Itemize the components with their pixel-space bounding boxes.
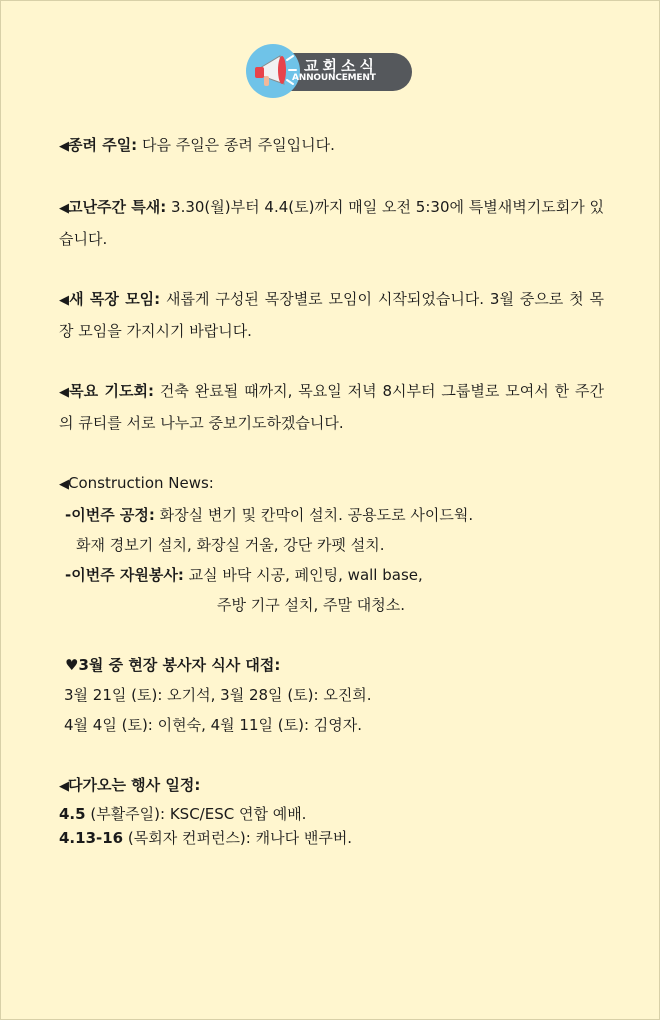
item-text: 건축 완료될 때까지, 목요일 저녁 8시부터 그룹별로 모여서 한 주간의 큐티를 서로 나누고 중보기도하겠습니다. <box>59 382 605 432</box>
megaphone-icon <box>246 44 300 98</box>
badge-subtitle: ANNOUNCEMENT <box>292 73 376 83</box>
item-label: 목요 기도회: <box>69 382 154 400</box>
construction-work <box>59 500 604 530</box>
item-thursday-prayer <box>59 376 604 438</box>
event-text: (부활주일): KSC/ESC 연합 예배. <box>85 805 307 823</box>
events-heading: 다가오는 행사 일정: <box>68 776 201 794</box>
item-text: 다음 주일은 종려 주일입니다. <box>137 136 335 154</box>
triangle-marker-icon: ◀ <box>59 477 68 492</box>
triangle-marker-icon: ◀ <box>59 293 70 308</box>
triangle-marker-icon: ◀ <box>59 201 69 216</box>
work-label: -이번주 공정: <box>65 506 155 524</box>
event-date: 4.5 <box>59 805 86 823</box>
event-text: (목회자 컨퍼런스): 캐나다 밴쿠버. <box>123 829 353 847</box>
announcement-content <box>59 130 604 850</box>
meals-line-2: 4월 4일 (토): 이현숙, 4월 11일 (토): 김영자. <box>64 716 363 734</box>
item-label: 종려 주일: <box>68 136 138 154</box>
event-conference <box>59 826 604 850</box>
volunteer-line-1: 교실 바닥 시공, 페인팅, wall base, <box>183 566 423 584</box>
work-line-1: 화장실 변기 및 칸막이 설치. 공용도로 사이드웍. <box>154 506 474 524</box>
item-palm-sunday <box>59 130 604 162</box>
construction-volunteer <box>59 560 604 590</box>
volunteer-line-2: 주방 기구 설치, 주말 대청소. <box>217 596 405 614</box>
triangle-marker-icon: ◀ <box>59 139 68 154</box>
item-holy-week <box>59 192 604 254</box>
meals-line-1: 3월 21일 (토): 오기석, 3월 28일 (토): 오진희. <box>64 686 372 704</box>
item-text: 3.30(월)부터 4.4(토)까지 매일 오전 5:30에 특별새벽기도회가 있습니다. <box>59 198 604 248</box>
volunteer-label: -이번주 자원봉사: <box>65 566 184 584</box>
event-date: 4.13-16 <box>59 829 124 847</box>
item-label: 고난주간 특새: <box>68 198 167 216</box>
construction-title <box>59 468 604 500</box>
item-label: 새 목장 모임: <box>69 290 161 308</box>
triangle-marker-icon: ◀ <box>59 779 68 794</box>
event-easter <box>59 802 604 826</box>
construction-heading: Construction News: <box>68 474 214 492</box>
item-new-group <box>59 284 604 346</box>
announcement-badge <box>246 42 414 98</box>
badge-title: 교회소식 <box>304 57 378 75</box>
work-line-2: 화재 경보기 설치, 화장실 거울, 강단 카펫 설치. <box>76 536 385 554</box>
meals-heading: 3월 중 현장 봉사자 식사 대접: <box>78 656 281 674</box>
events-title <box>59 770 604 802</box>
heart-icon: ♥ <box>65 656 79 674</box>
item-text: 새롭게 구성된 목장별로 모임이 시작되었습니다. 3월 중으로 첫 목장 모임을 가지시기 바랍니다. <box>59 290 604 340</box>
triangle-marker-icon: ◀ <box>59 385 70 400</box>
meals-title <box>59 650 604 680</box>
